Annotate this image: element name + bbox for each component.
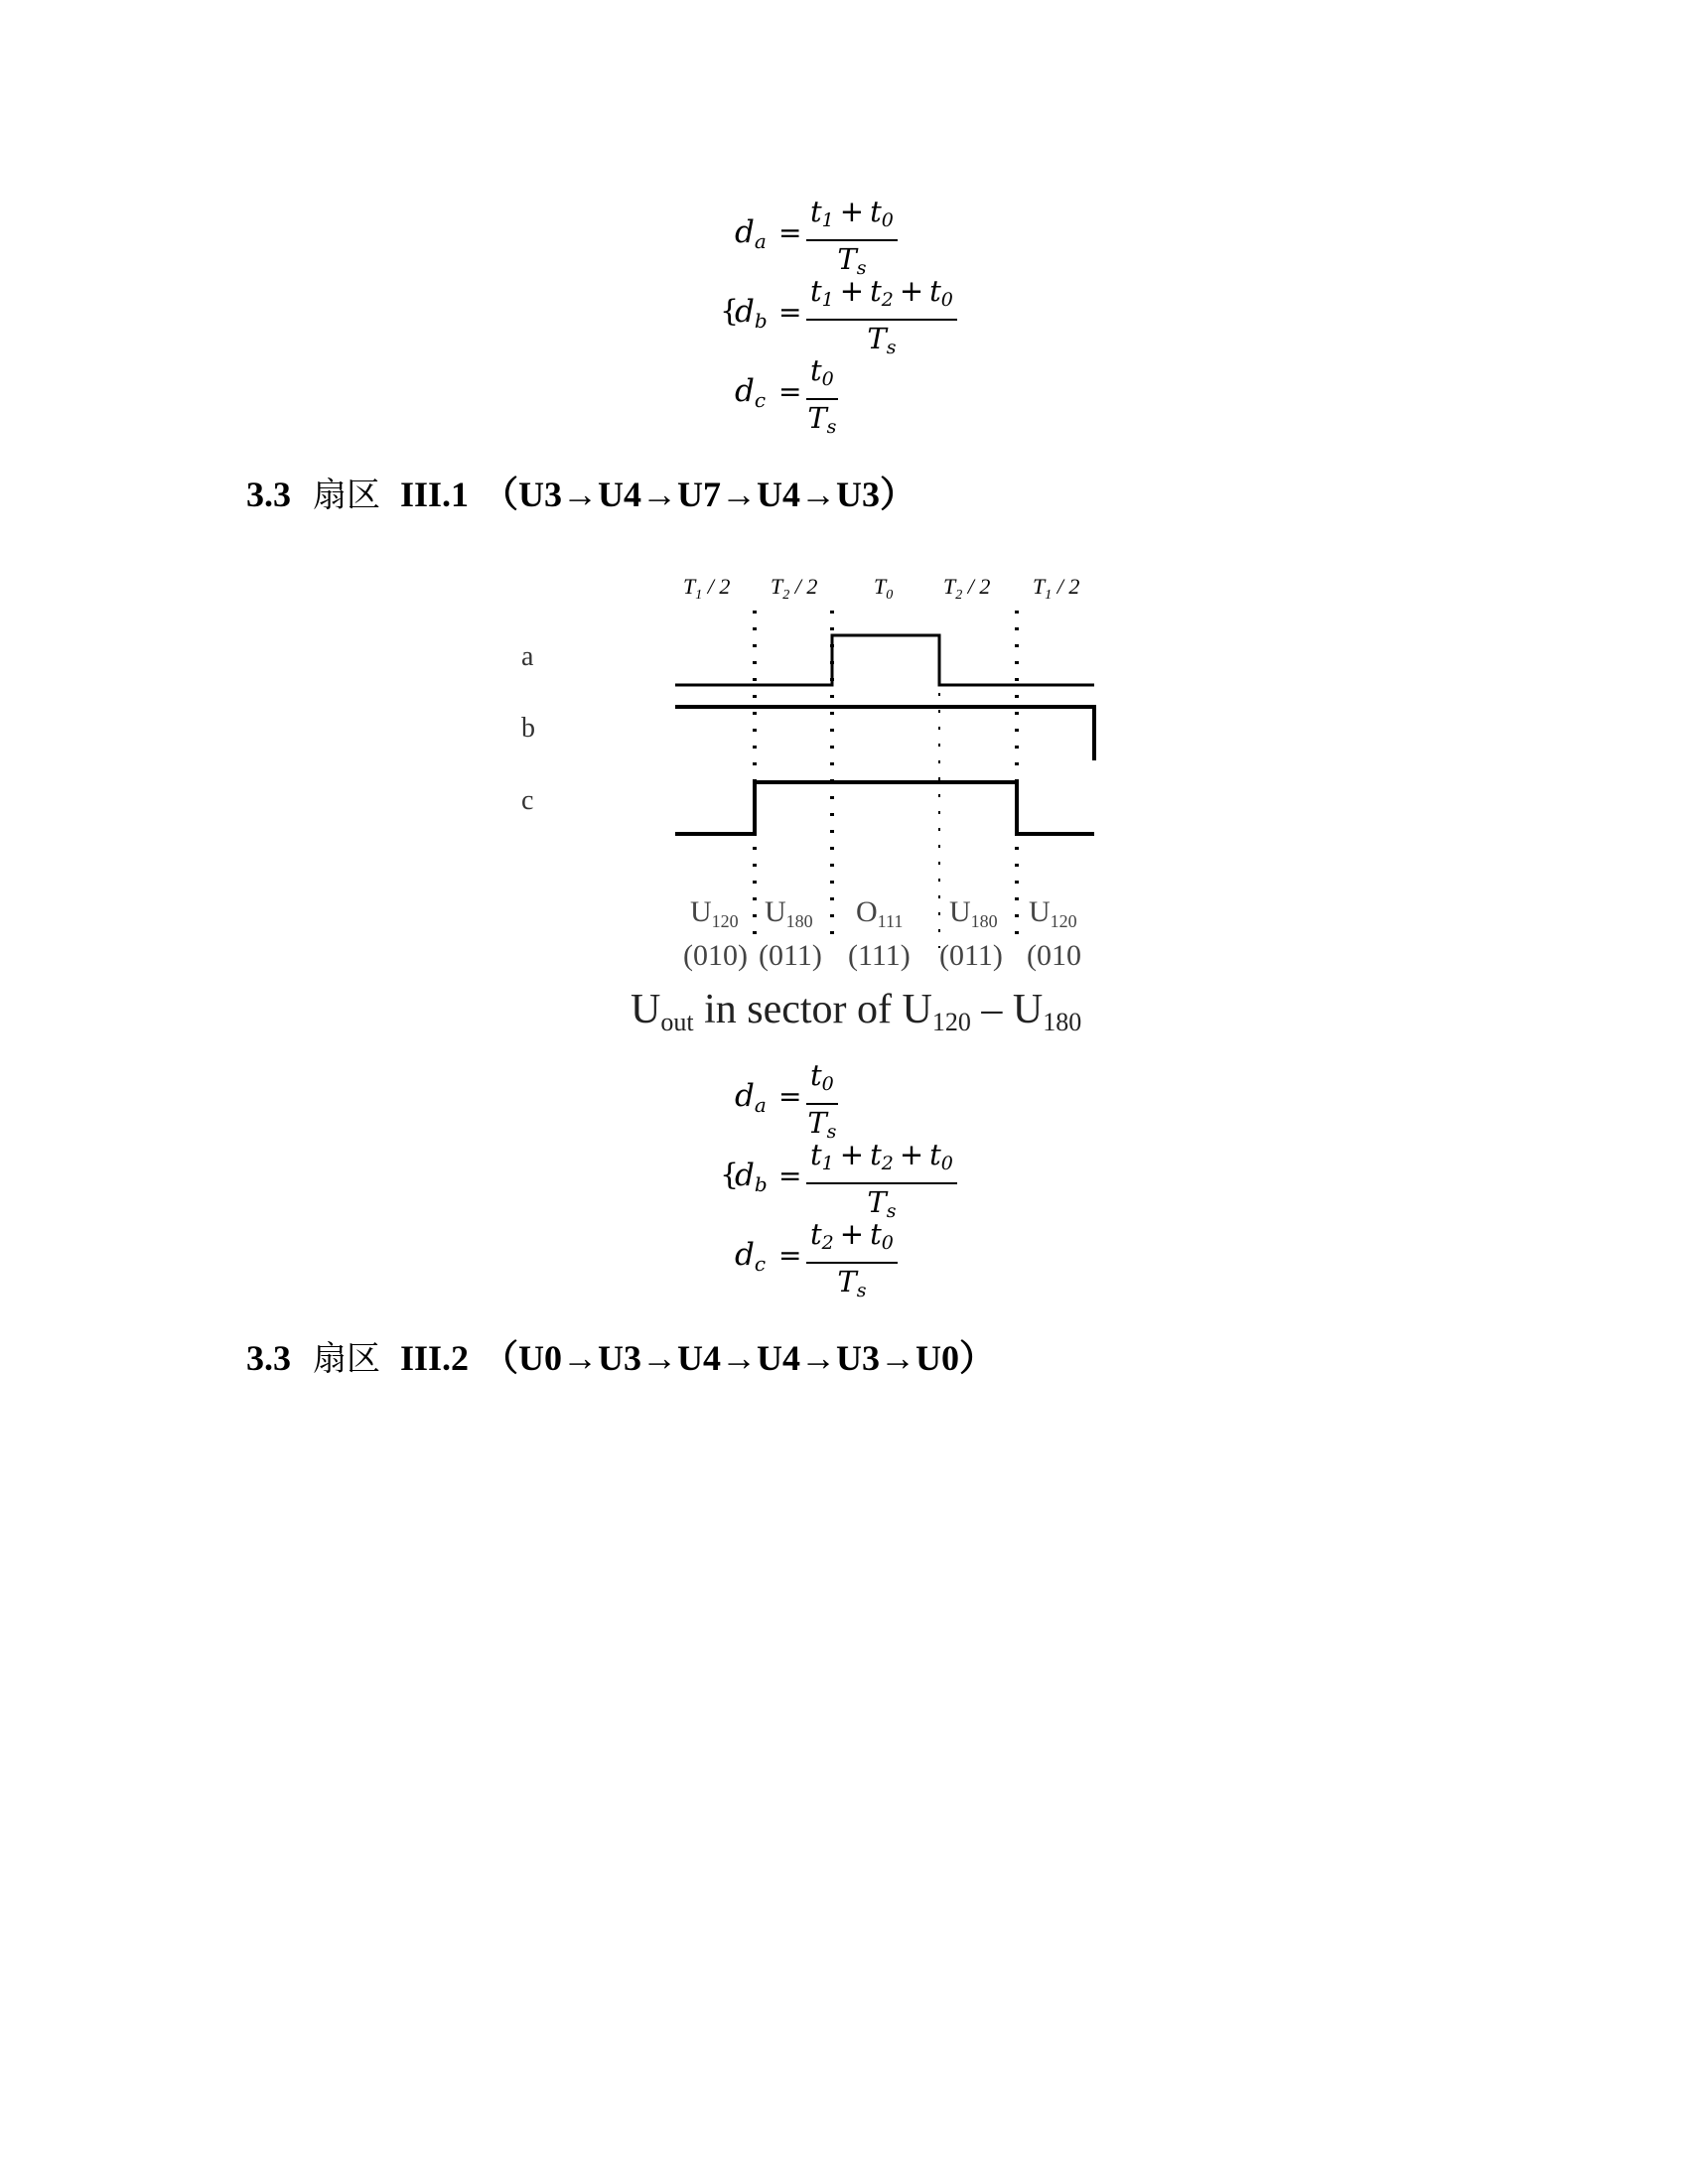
section-number: 3.3 [246,1338,291,1378]
time-label: $T_1 / 2$ [683,574,731,603]
vector-code: (010 [1027,939,1081,972]
section-heading-2 [246,1330,995,1381]
vector-label: $O_{111}$ [856,895,904,931]
equals-sign: = [778,1239,802,1272]
waveform-a [675,635,1094,685]
section-heading-1 [246,467,915,517]
section-word: 扇区 [313,1339,380,1379]
fraction: $\frac{t_1 + t_2 + t_0}{T_s}$ [806,1138,957,1229]
phase-labels [521,641,535,816]
waveform-c [675,782,1094,834]
vector-code: (011) [759,939,822,972]
vector-sequence: （U3→U4→U7→U4→U3） [483,475,916,514]
time-label: $T_0$ [874,574,894,603]
lhs: $d_c$ [735,373,767,412]
time-label: $T_2 / 2$ [943,574,991,603]
vector-sequence: （U0→U3→U4→U4→U3→U0） [483,1338,996,1378]
lhs: $d_a$ [735,214,767,253]
lhs: $d_b$ [735,1158,768,1196]
equals-sign: = [778,296,802,329]
diagram-caption: Uout in sector of U120 – U180 [631,987,1082,1036]
timing-boundaries [755,611,1017,948]
vector-label: $U_{180}$ [765,895,813,931]
vector-label: $U_{180}$ [949,895,998,931]
lhs: $d_c$ [735,1237,767,1276]
lhs: $d_a$ [735,1078,767,1117]
vector-labels [690,895,1077,931]
switching-timing-diagram [477,566,1192,1062]
vector-code: (010) [683,939,748,972]
fraction: $\frac{t_2 + t_0}{T_s}$ [806,1217,898,1308]
waveforms [675,635,1094,834]
phase-label-a: a [521,641,534,672]
fraction: $\frac{t_0}{T_s}$ [807,353,837,438]
time-label: $T_2 / 2$ [771,574,818,603]
phase-label-c: c [521,785,534,816]
vector-code: (111) [848,939,911,972]
brace: { [720,294,740,329]
equals-sign: = [778,1080,802,1113]
vector-label: $U_{120}$ [690,895,739,931]
phase-label-b: b [521,713,535,744]
fraction: $\frac{t_0}{T_s}$ [807,1058,837,1143]
vector-code: (011) [939,939,1003,972]
equals-sign: = [778,216,802,249]
time-label: $T_1 / 2$ [1033,574,1080,603]
equals-sign: = [778,1160,802,1192]
sector-id: III.2 [400,1338,470,1378]
vector-label: $U_{120}$ [1029,895,1077,931]
time-labels [683,574,1079,603]
section-number: 3.3 [246,475,291,514]
vector-codes [683,939,1081,972]
sector-id: III.1 [400,475,470,514]
waveform-b [675,707,1094,760]
equals-sign: = [778,375,802,408]
fraction: $\frac{t_1 + t_2 + t_0}{T_s}$ [806,274,957,365]
lhs: $d_b$ [735,294,768,333]
fraction: $\frac{t_1 + t_0}{T_s}$ [806,195,898,286]
section-word: 扇区 [313,476,380,515]
brace: { [720,1158,740,1192]
